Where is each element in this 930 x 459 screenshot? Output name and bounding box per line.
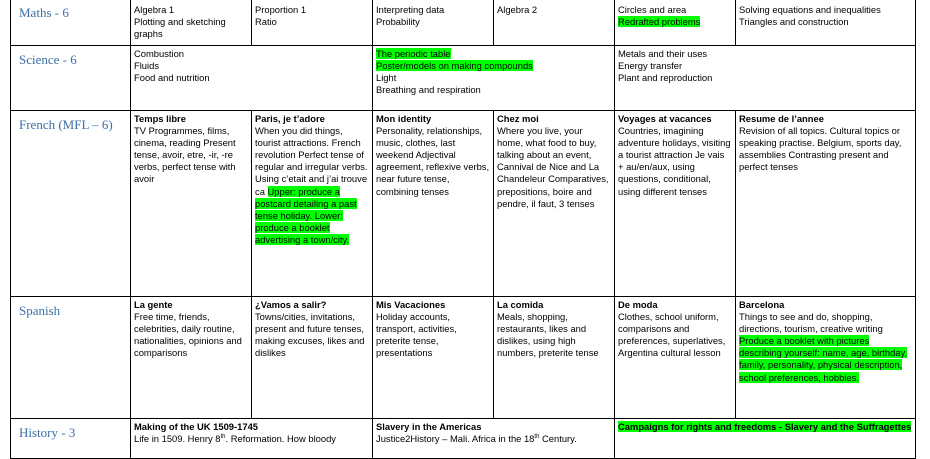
cell-body: Towns/cities, invitations, present and future tenses, making excuses, likes and dislikes: [255, 311, 365, 359]
spanish-cell-2: [252, 297, 373, 419]
superscript: th: [534, 433, 540, 440]
french-cell-6: [736, 111, 916, 297]
cell-line: Circles and area: [618, 4, 687, 15]
cell-body: Countries, imagining adventure holidays, visiting a tourist attraction Je vais + au/en/aux, using questions, conditional, using different tenses: [618, 125, 731, 197]
cell-title: ¿Vamos a salir?: [255, 299, 327, 310]
science-cell-1: [131, 46, 373, 111]
cell-line: Food and nutrition: [134, 72, 210, 84]
subject-label: Science - 6: [19, 52, 77, 67]
cell-title: Making of the UK 1509-1745: [134, 421, 258, 432]
cell-title: Paris, je t’adore: [255, 113, 325, 124]
cell-body: TV Programmes, films, cinema, reading Present tense, avoir, etre, -ir, -re verbs, perfect tense with avoir: [134, 125, 236, 185]
maths-cell-1: [131, 0, 252, 46]
row-spanish: [11, 297, 916, 419]
highlighted-text: Campaigns for rights and freedoms - Slavery and the Suffragettes: [618, 421, 912, 432]
maths-cell-4: [494, 0, 615, 46]
cell-line: Light: [376, 72, 397, 84]
cell-body: Where you live, your home, what food to buy, talking about an event, Cannival de Nice and La Chandeleur Comparatives, prepositions, boire and pendre, il faut, 3 tenses: [497, 125, 609, 209]
french-cell-4: [494, 111, 615, 297]
subject-label: History - 3: [19, 425, 76, 440]
subject-science: [11, 46, 131, 111]
cell-body: When you did things, tourist attractions. French revolution Perfect tense of regular and irregular verbs. Using c’etait and j’ai trouve ca: [255, 125, 368, 197]
subject-history: [11, 419, 131, 459]
cell-title: Mon identity: [376, 113, 432, 124]
cell-title: Temps libre: [134, 113, 186, 124]
spanish-cell-4: [494, 297, 615, 419]
cell-title: Voyages at vacances: [618, 113, 712, 124]
cell-line: Solving equations and inequalities: [739, 4, 881, 15]
highlighted-text: Redrafted problems: [618, 16, 701, 28]
cell-line: Algebra 1: [134, 4, 175, 15]
cell-title: Mis Vacaciones: [376, 299, 446, 310]
french-cell-5: [615, 111, 736, 297]
cell-body: Justice2History – Mali. Africa in the 18: [376, 433, 535, 445]
cell-line: Breathing and respiration: [376, 84, 481, 96]
history-cell-1: [131, 419, 373, 459]
spanish-cell-6: [736, 297, 916, 419]
cell-line: Probability: [376, 16, 420, 28]
cell-title: Chez moi: [497, 113, 539, 124]
cell-body: Meals, shopping, restaurants, likes and dislikes, using high numbers, preterite tense: [497, 311, 599, 359]
spanish-cell-1: [131, 297, 252, 419]
row-french: [11, 111, 916, 297]
cell-body: Clothes, school uniform, comparisons and preferences, superlatives, Argentina cultural lesson: [618, 311, 726, 359]
cell-line: Energy transfer: [618, 60, 683, 72]
highlighted-text: The periodic table: [376, 48, 451, 59]
cell-line: Proportion 1: [255, 4, 307, 15]
superscript: th: [220, 433, 226, 440]
cell-line: Algebra 2: [497, 4, 538, 15]
cell-title: De moda: [618, 299, 658, 310]
french-cell-1: [131, 111, 252, 297]
cell-body: Revision of all topics. Cultural topics or speaking practise. Belgium, sports day, assemblies Contrasting present and perfect tenses: [739, 125, 902, 173]
curriculum-table: [10, 0, 916, 459]
cell-body: Holiday accounts, transport, activities, preterite tense, presentations: [376, 311, 457, 359]
science-cell-2: [373, 46, 615, 111]
history-cell-2: [373, 419, 615, 459]
row-history: [11, 419, 916, 459]
science-cell-3: [615, 46, 916, 111]
cell-title: Barcelona: [739, 299, 785, 310]
french-cell-3: [373, 111, 494, 297]
subject-spanish: [11, 297, 131, 419]
spanish-cell-3: [373, 297, 494, 419]
cell-title: Slavery in the Americas: [376, 421, 482, 432]
french-cell-2: [252, 111, 373, 297]
row-maths: [11, 0, 916, 46]
cell-line: Plotting and sketching graphs: [134, 16, 226, 40]
history-cell-3: [615, 419, 916, 459]
subject-maths: [11, 0, 131, 46]
cell-line: Fluids: [134, 60, 160, 72]
subject-label: Spanish: [19, 303, 61, 318]
maths-cell-3: [373, 0, 494, 46]
highlighted-text: Upper: produce a postcard detailing a past tense holiday. Lower: produce a booklet advertising a town/city.: [255, 185, 357, 245]
cell-line: Interpreting data: [376, 4, 445, 15]
cell-title: Resume de l’annee: [739, 113, 824, 124]
cell-body: . Reformation. How bloody: [225, 433, 336, 445]
subject-label: French (MFL – 6): [19, 117, 113, 132]
cell-line: Metals and their uses: [618, 48, 708, 59]
cell-body: Century.: [539, 433, 577, 445]
cell-title: La comida: [497, 299, 544, 310]
highlighted-text: Produce a booklet with pictures describing yourself: name, age, birthday, family, personality, physical description, school preferences, hobbies.: [739, 335, 908, 383]
maths-cell-5: [615, 0, 736, 46]
subject-label: Maths - 6: [19, 5, 69, 20]
cell-line: Plant and reproduction: [618, 72, 713, 84]
highlighted-text: Poster/models on making compounds: [376, 60, 533, 72]
cell-line: Ratio: [255, 16, 277, 28]
row-science: [11, 46, 916, 111]
cell-line: Triangles and construction: [739, 16, 849, 28]
maths-cell-6: [736, 0, 916, 46]
cell-body: Things to see and do, shopping, directions, tourism, creative writing: [739, 311, 883, 335]
cell-line: Combustion: [134, 48, 185, 59]
cell-body: Personality, relationships, music, clothes, last weekend Adjectival agreement, reflexive verbs, near future tense, combining tenses: [376, 125, 490, 197]
cell-body: Free time, friends, celebrities, daily routine, nationalities, opinions and comparisons: [134, 311, 242, 359]
cell-body: Life in 1509. Henry 8: [134, 433, 221, 445]
maths-cell-2: [252, 0, 373, 46]
cell-title: La gente: [134, 299, 173, 310]
subject-french: [11, 111, 131, 297]
spanish-cell-5: [615, 297, 736, 419]
